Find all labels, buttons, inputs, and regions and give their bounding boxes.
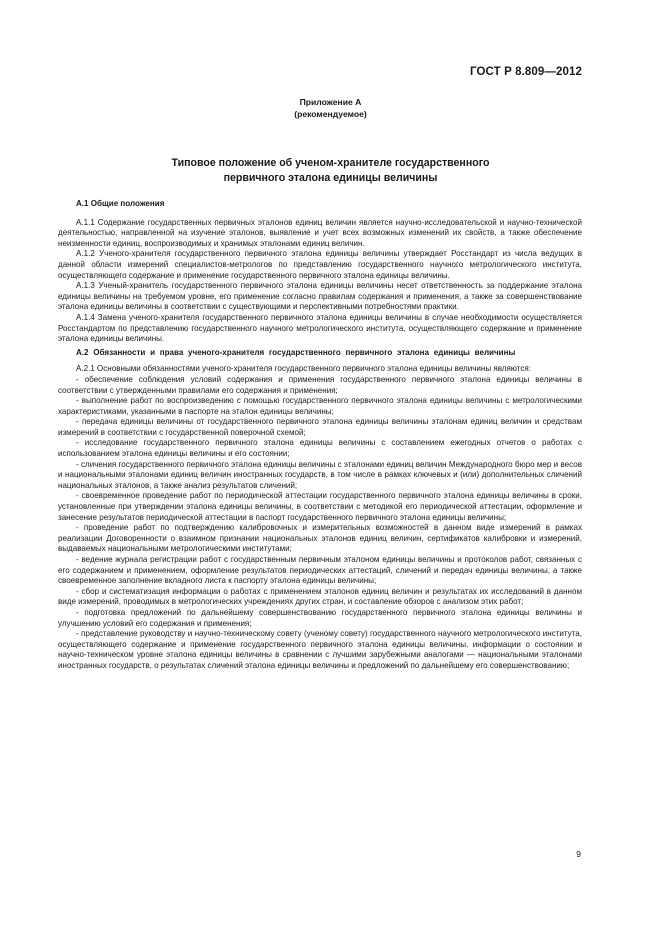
appendix-status: (рекомендуемое) [294,109,367,119]
title-line-2: первичного эталона единицы величины [223,172,438,184]
paragraph-a-1-4: А.1.4 Замена ученого-хранителя государственного первичного эталона единицы величины в случае необходимости осуществляется Росстандартом по представлению государственного научного метрологического института, осуществляющего содержание и применение эталона единицы величины. [58,312,582,344]
appendix-label: Приложение А [299,97,362,107]
paragraph-a-1-3: А.1.3 Ученый-хранитель государственного первичного эталона единицы величины несет ответственность за поддержание эталона единицы величины на требуемом уровне, его применение согласно правилам содержания и применения, а также за совершенствование эталона единицы величины в соответствии с существующими и перспективными потребностями практики. [58,281,582,312]
list-item: - подготовка предложений по дальнейшему совершенствованию государственного первичного эталона единицы величины и улучшению условий его содержания и применения; [58,607,582,628]
list-item: - представление руководству и научно-техническому совету (ученому совету) государственного научного метрологического института, осуществляющего содержание и применение государственного первичного эталона единицы величины, информации о состоянии и научно-техническом уровне эталона единицы величины в сравнении с лучшими зарубежными аналогами — национальными эталонами иностранных государств, о результатах сличений эталона единицы величины и предложений по дальнейшему его совершенствованию; [58,629,582,670]
list-item: - своевременное проведение работ по периодической аттестации государственного первичного эталона единицы величины в сроки, установленные при утверждении эталона единицы величины, в соответствии с методикой его периодической аттестации, оформление и занесение результатов периодической аттестации в паспорт государственного первичного эталона единицы величины; [58,491,582,522]
list-item: - передача единицы величины от государственного первичного эталона единицы величины эталонам единиц величин и средствам измерений в соответствии с государственной поверочной схемой; [58,417,582,437]
list-item: - сличения государственного первичного эталона единицы величины с эталонами единиц величин Международного бюро мер и весов и национальными эталонами единиц величин иностранных государств, в том числе в рамках ключевых и (или) дополнительных сличений национальных эталонов, а также анализ результатов сличений; [58,459,582,490]
paragraph-a-1-1: А.1.1 Содержание государственных первичных эталонов единиц величин является научно-исследовательской и научно-технической деятельностью, направленной на изучение эталонов, выявление и учет всех возможных изменений их свойств, а также обеспечение неизменности единиц, воспроизводимых и хранимых эталонами единиц величин. [58,217,582,248]
list-item: - сбор и систематизация информации о работах с применением эталонов единиц величин и результатах их исследований в данном виде измерений, проводимых в метрологических учреждениях других стран, и составление обзоров с анализом этих работ; [58,586,582,607]
list-item: - ведение журнала регистрации работ с государственным первичным эталоном единицы величины и протоколов работ, связанных с его содержанием и применением, оформление результатов периодических аттестаций, сличений и передач единицы величины, а также своевременное заполнение вкладного листа к паспорту эталона единицы величины; [58,555,582,586]
page-number: 9 [576,849,581,859]
document-body [58,199,582,672]
standard-code: ГОСТ Р 8.809—2012 [470,66,582,78]
list-item: - проведение работ по подтверждению калибровочных и измерительных возможностей в данном виде измерений в рамках реализации Договоренности о взаимном признании национальных эталонов единиц величин, сертификатов калибровки и измерений, выдаваемых национальными метрологическими институтами; [58,523,582,554]
document-title [0,156,661,186]
title-line-1: Типовое положение об ученом-хранителе государственного [171,157,490,169]
paragraph-a-2-1: А.2.1 Основными обязанностями ученого-хранителя государственного первичного эталона единицы величины являются: [76,364,531,374]
section-heading-a1: А.1 Общие положения [76,199,165,208]
appendix-heading [0,96,661,120]
list-item: - выполнение работ по воспроизведению с помощью государственного первичного эталона единицы величины с метрологическими характеристиками, указанными в паспорте на эталон единицы величины; [58,396,582,416]
list-item: - исследование государственного первичного эталона единицы величины с составлением ежегодных отчетов о работах с использованием эталона единицы величины и его состоянии; [58,438,582,459]
paragraph-a-1-2: А.1.2 Ученого-хранителя государственного первичного эталона единицы величины утверждает Росстандарт из числа ведущих в данной области измерений специалистов-метрологов по представлению государственного научного метрологического института, осуществляющего содержание и применение государственного первичного эталона единицы величины. [58,249,582,280]
list-item: - обеспечение соблюдения условий содержания и применения государственного первичного эталона единицы величины в соответствии с утвержденными правилами его содержания и применения; [58,374,582,395]
section-heading-a2: А.2 Обязанности и права ученого-хранителя государственного первичного эталона единицы величины [76,347,516,357]
